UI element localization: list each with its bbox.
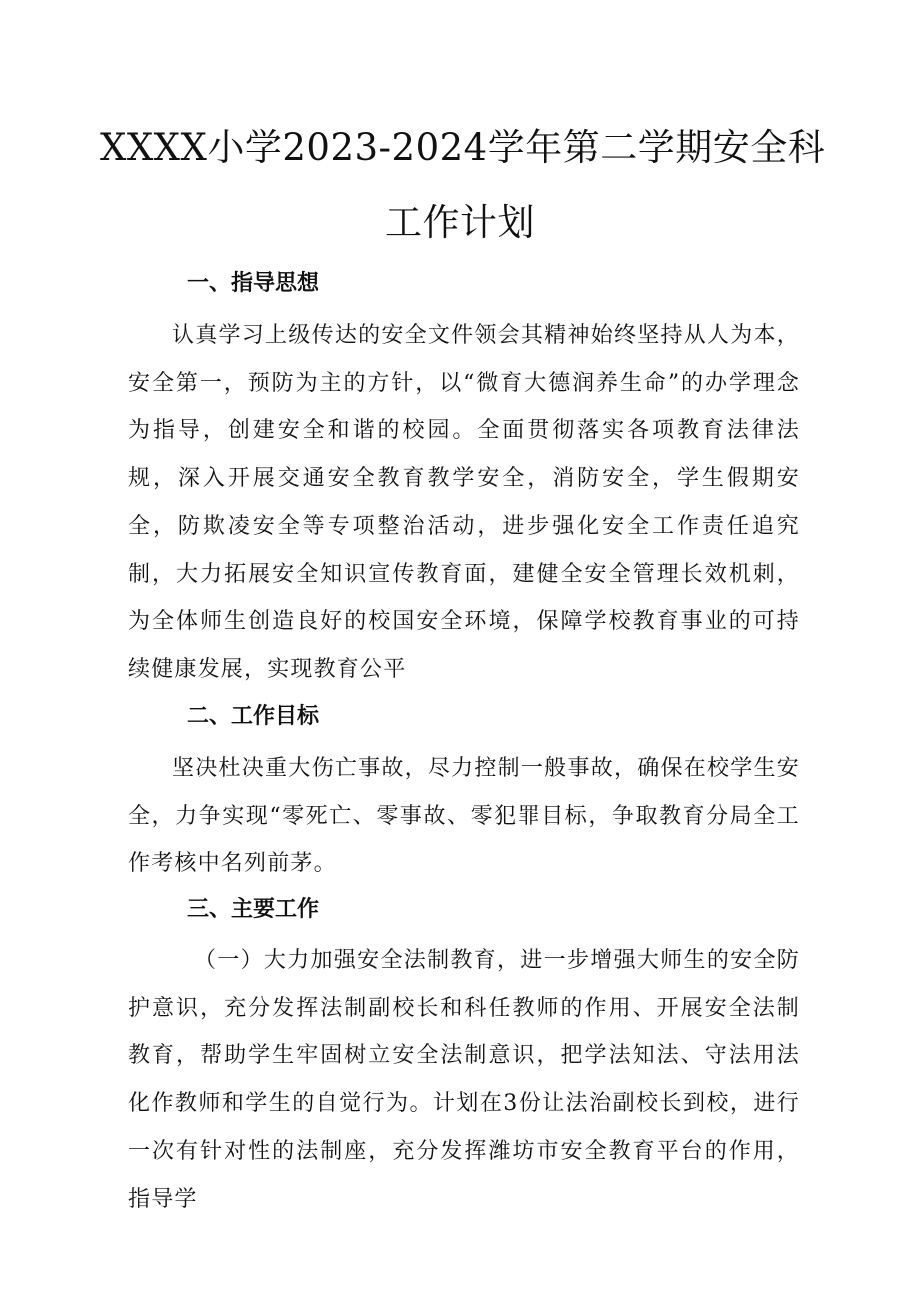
section-paragraph-main-work: （一）大力加强安全法制教育，进一步增强大师生的安全防护意识，充分发挥法制副校长和科任教师的作用、开展安全法制教育，帮助学生牢固树立安全法制意识，把学法知法、守法用法化作教师和学生的自觉行为。计划在3份让法治副校长到校，进行一次有针对性的法制座，充分发挥潍坊市安全教育平台的作用，指导学 bbox=[128, 948, 800, 1212]
document-title-line-2: 工作计划 bbox=[385, 201, 535, 244]
section-heading-guiding-ideology: 一、指导思想 bbox=[187, 271, 320, 296]
section-heading-main-work: 三、主要工作 bbox=[187, 897, 320, 922]
document-title-line-1: XXXX小学2023-2024学年第二学期安全科 bbox=[100, 126, 826, 169]
section-paragraph-guiding-ideology: 认真学习上级传达的安全文件领会其精神始终坚持从人为本，安全第一，预防为主的方针，以“微育大德润养生命”的办学理念为指导，创建安全和谐的校园。全面贯彻落实各项教育法律法规，深入开展交通安全教育教学安全，消防安全，学生假期安全，防欺凌安全等专项整治活动，进步强化安全工作责任追究制，大力拓展安全知识宣传教育面，建健全安全管理长效机刺，为全体师生创造良好的校国安全环境，保障学校教育事业的可持续健康发展，实现教育公平 bbox=[128, 323, 800, 682]
section-heading-work-goals: 二、工作目标 bbox=[187, 704, 320, 729]
section-paragraph-work-goals: 坚决杜决重大伤亡事故，尽力控制一般事故，确保在校学生安全，力争实现“零死亡、零事故、零犯罪目标，争取教育分局全工作考核中名列前茅。 bbox=[128, 756, 800, 877]
